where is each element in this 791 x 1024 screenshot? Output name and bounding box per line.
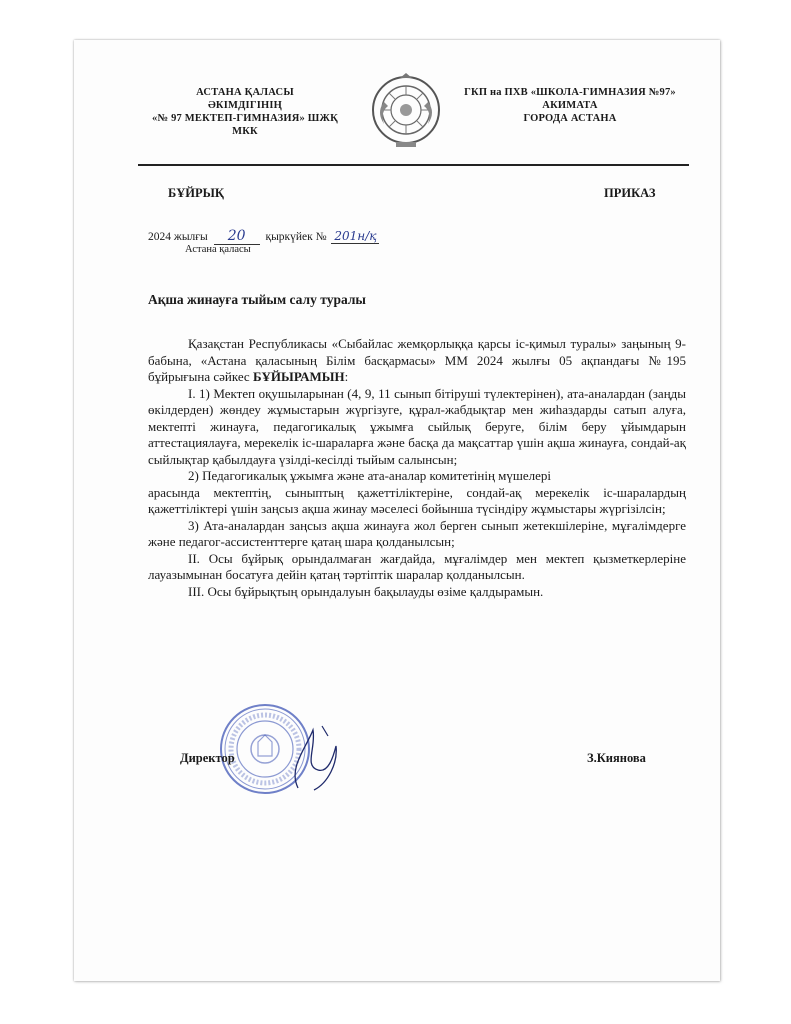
header-left-line1: АСТАНА ҚАЛАСЫ xyxy=(196,87,294,98)
body-intro-end: : xyxy=(344,369,349,384)
header-right-line2: АКИМАТА xyxy=(542,100,598,111)
body-paragraph-2b: арасында мектептің, сыныптың қажеттіліктеріне, сондай-ақ мерекелік іс-шаралардың қажеттіліктері үшін заңсыз ақша жинау мәселесі бойынша түсіндіру жұмыстары жүргізілсін; xyxy=(148,484,686,516)
header-left xyxy=(140,86,350,138)
header-left-line2: ӘКІМДІГІНІҢ xyxy=(207,100,283,111)
header-right-line1: ГКП на ПХВ «ШКОЛА-ГИМНАЗИЯ №97» xyxy=(464,87,676,98)
body-paragraph-3: 3) Ата-аналардан заңсыз ақша жинауға жол берген сынып жетекшілеріне, мұғалімдерге және педагог-ассистенттерге қатаң шара қолданылсын; xyxy=(148,517,686,549)
doc-type-ru: ПРИКАЗ xyxy=(604,186,656,200)
signature-title: Директор xyxy=(180,751,235,765)
signature-name: З.Киянова xyxy=(587,751,646,765)
state-emblem-icon xyxy=(370,72,442,152)
dateline xyxy=(148,228,379,245)
body-intro xyxy=(148,336,686,386)
body-paragraph-4: ІІ. Осы бұйрық орындалмаған жағдайда, мұғалімдер мен мектеп қызметкерлеріне лауазымынан босатуға дейін қатаң тәртіптік шаралар қолданылсын. xyxy=(148,550,686,582)
signature-scribble-icon xyxy=(278,718,348,798)
date-month: қыркүйек № xyxy=(265,231,327,243)
body-paragraph-5: ІІІ. Осы бұйрықтың орындалуын бақылауды өзіме қалдырамын. xyxy=(188,583,544,599)
order-body xyxy=(148,336,686,600)
city-label: Астана қаласы xyxy=(185,244,251,255)
order-number-field xyxy=(331,229,379,244)
date-day: 20 xyxy=(227,228,246,244)
body-intro-text: Қазақстан Республикасы «Сыбайлас жемқорлыққа қарсы іс-қимыл туралы» заңының 9-бабына, «Астана қаласының Білім басқармасы» ММ 2024 жылғы 05 ақпандағы №195 бұйрығына сәйкес xyxy=(148,336,686,384)
body-intro-bold: БҰЙЫРАМЫН xyxy=(252,369,345,384)
header-divider xyxy=(138,164,689,166)
date-day-field xyxy=(214,228,260,245)
header-right-line3: ГОРОДА АСТАНА xyxy=(523,113,617,124)
order-subject: Ақша жинауға тыйым салу туралы xyxy=(148,292,366,307)
body-paragraph-2a: 2) Педагогикалық ұжымға және ата-аналар комитетінің мүшелері xyxy=(188,468,552,483)
header-left-line3: «№ 97 МЕКТЕП-ГИМНАЗИЯ» ШЖҚ МКК xyxy=(152,113,338,137)
doc-type-kz: БҰЙРЫҚ xyxy=(168,186,224,200)
date-year: 2024 жылғы xyxy=(148,231,208,243)
body-paragraph-1: І. 1) Мектеп оқушыларынан (4, 9, 11 сынып бітіруші түлектерінен), ата-аналардан (заңды өкілдерден) жөндеу жұмыстарын жүргізуге, құрал-жабдықтар мен жиһаздарды сатып алуға, мектепті жинауға, педагогикалық ұжымға сыйлық беруге, білім беру ұйымдарын аттестациялауға, мерекелік іс-шараларға және басқа да мақсаттар үшін ақша жинауға, сондай-ақ сыйлықтар қабылдауға үзілді-кесілді тыйым салынсын; xyxy=(148,385,686,467)
order-number: 201н/қ xyxy=(334,229,377,243)
header-right xyxy=(455,86,685,125)
